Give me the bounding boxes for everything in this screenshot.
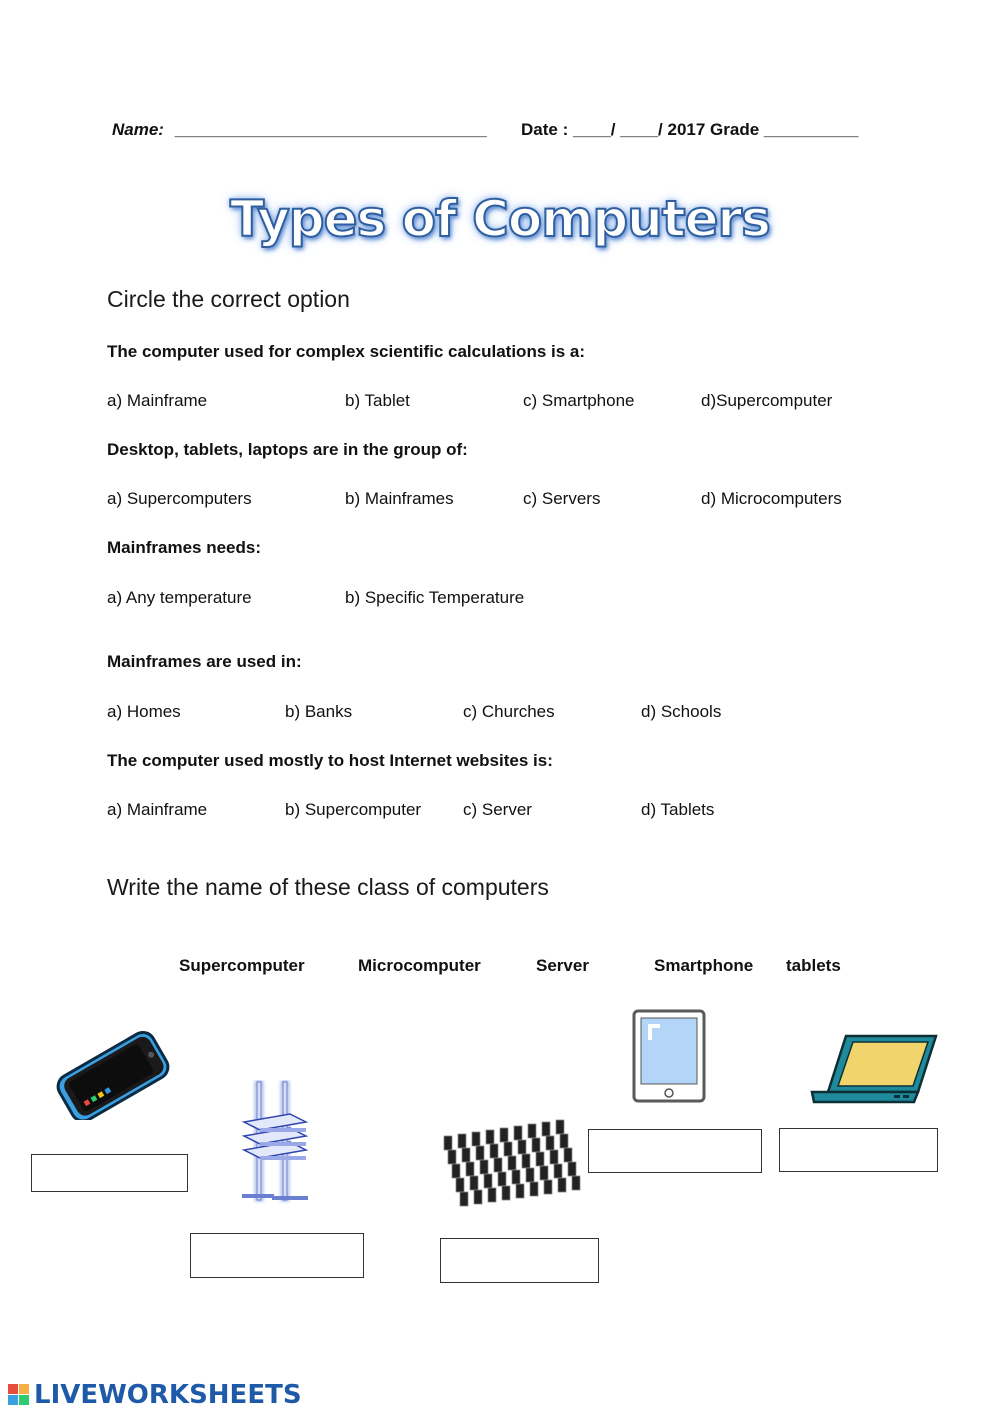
answer-box-server-rack[interactable] bbox=[190, 1233, 364, 1278]
answer-box-tablet[interactable] bbox=[588, 1129, 762, 1173]
word-bank-microcomputer: Microcomputer bbox=[358, 956, 481, 975]
q3-option-a[interactable]: a) Any temperature bbox=[107, 588, 252, 607]
question-2: Desktop, tablets, laptops are in the group of: bbox=[107, 440, 468, 459]
smartphone-icon bbox=[50, 1030, 175, 1120]
question-1: The computer used for complex scientific calculations is a: bbox=[107, 342, 586, 361]
q4-option-c[interactable]: c) Churches bbox=[463, 702, 555, 721]
laptop-icon bbox=[808, 1032, 940, 1108]
section-heading-write: Write the name of these class of computers bbox=[107, 874, 549, 900]
date-grade-row[interactable]: Date : ____/ ____/ 2017 Grade __________ bbox=[521, 120, 859, 139]
name-label: Name: bbox=[112, 120, 164, 139]
q1-option-b[interactable]: b) Tablet bbox=[345, 391, 410, 410]
answer-box-laptop[interactable] bbox=[779, 1128, 938, 1172]
q5-option-a[interactable]: a) Mainframe bbox=[107, 800, 208, 819]
question-4: Mainframes are used in: bbox=[107, 652, 302, 671]
worksheet-title: Types of Computers bbox=[230, 190, 770, 248]
question-3: Mainframes needs: bbox=[107, 538, 261, 557]
q5-option-b[interactable]: b) Supercomputer bbox=[285, 800, 422, 819]
q1-option-c[interactable]: c) Smartphone bbox=[523, 391, 635, 410]
q4-option-b[interactable]: b) Banks bbox=[285, 702, 353, 721]
footer-brand: LIVEWORKSHEETS bbox=[34, 1380, 302, 1410]
word-bank-supercomputer: Supercomputer bbox=[179, 956, 305, 975]
word-bank-server: Server bbox=[536, 956, 589, 975]
section-heading-circle: Circle the correct option bbox=[107, 286, 350, 312]
question-5: The computer used mostly to host Internet websites is: bbox=[107, 751, 553, 770]
tablet-icon bbox=[630, 1008, 708, 1104]
q5-option-c[interactable]: c) Server bbox=[463, 800, 532, 819]
word-bank-smartphone: Smartphone bbox=[654, 956, 754, 975]
q2-option-c[interactable]: c) Servers bbox=[523, 489, 601, 508]
answer-box-smartphone[interactable] bbox=[31, 1154, 188, 1192]
q1-option-a[interactable]: a) Mainframe bbox=[107, 391, 208, 410]
answer-box-supercomputer[interactable] bbox=[440, 1238, 599, 1283]
supercomputer-cluster-icon bbox=[440, 1118, 585, 1213]
q4-option-d[interactable]: d) Schools bbox=[641, 702, 722, 721]
q3-option-b[interactable]: b) Specific Temperature bbox=[345, 588, 525, 607]
word-bank-tablets: tablets bbox=[786, 956, 841, 975]
q5-option-d[interactable]: d) Tablets bbox=[641, 800, 715, 819]
q2-option-a[interactable]: a) Supercomputers bbox=[107, 489, 252, 508]
name-line[interactable]: _________________________________ bbox=[174, 120, 487, 139]
liveworksheets-logo-icon bbox=[8, 1384, 30, 1406]
server-rack-icon bbox=[232, 1080, 317, 1205]
q2-option-d[interactable]: d) Microcomputers bbox=[701, 489, 842, 508]
q4-option-a[interactable]: a) Homes bbox=[107, 702, 181, 721]
q1-option-d[interactable]: d)Supercomputer bbox=[701, 391, 833, 410]
q2-option-b[interactable]: b) Mainframes bbox=[345, 489, 454, 508]
name-row bbox=[112, 120, 487, 140]
